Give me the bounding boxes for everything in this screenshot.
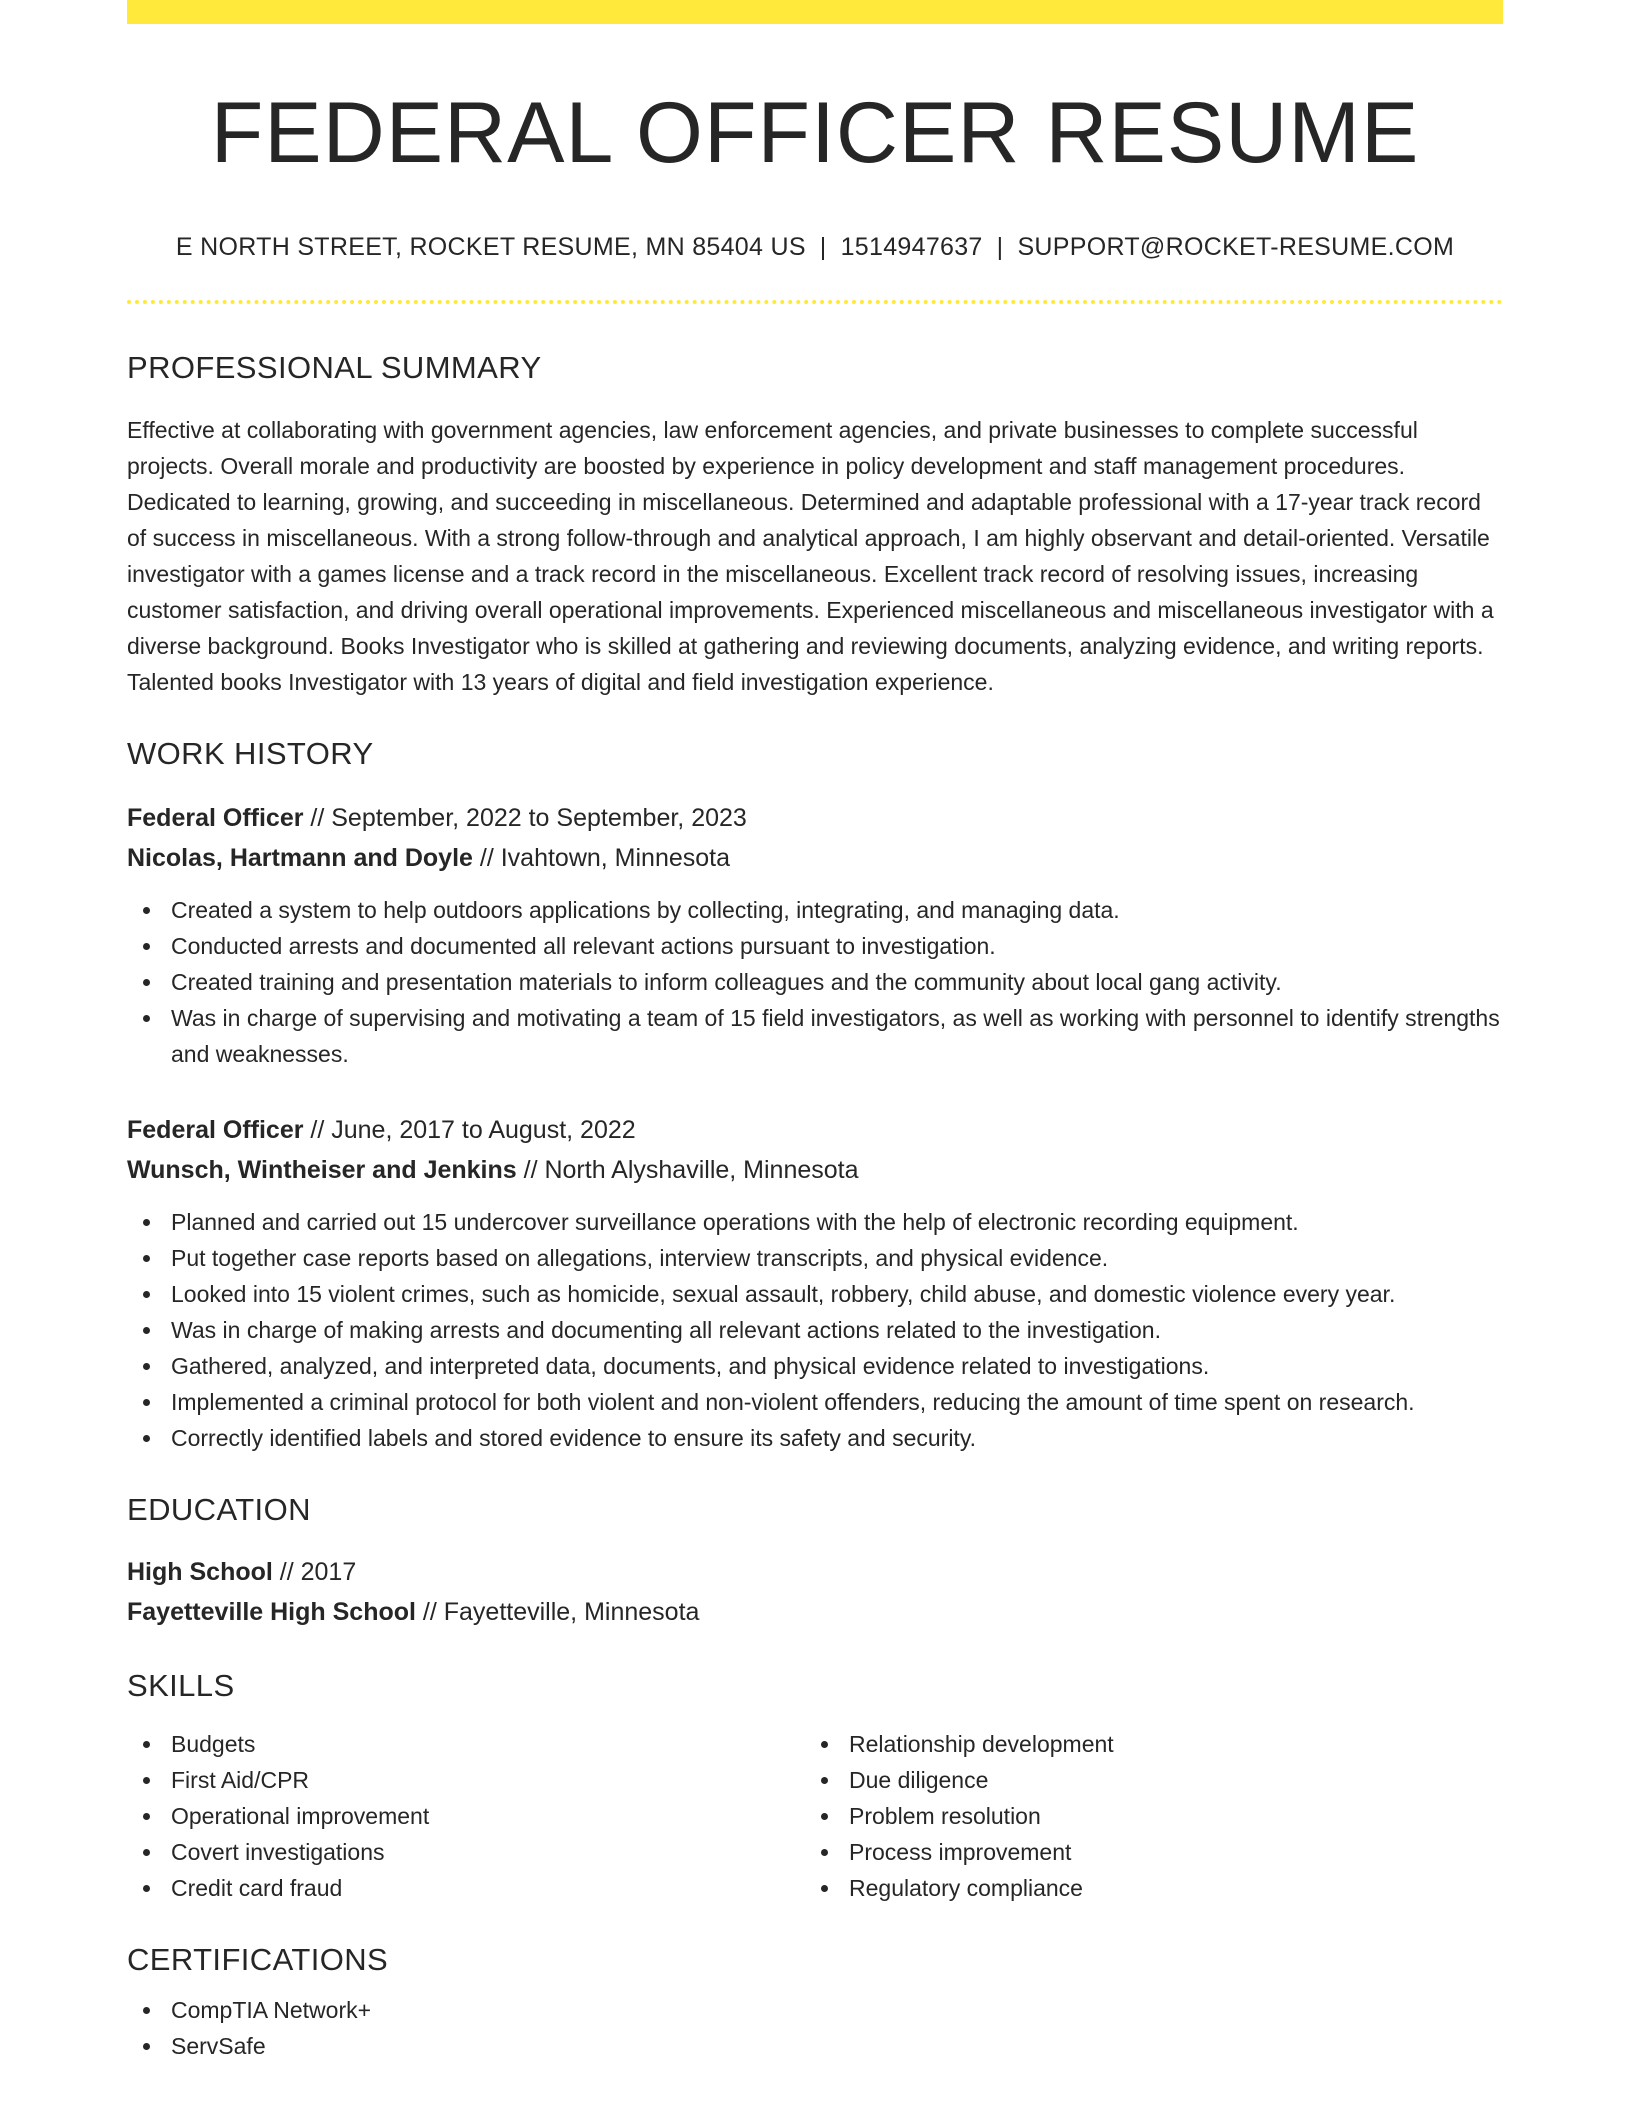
education-entry (127, 1552, 1503, 1632)
job-location: // Ivahtown, Minnesota (472, 844, 731, 873)
work-history-heading: WORK HISTORY (127, 736, 374, 772)
skill-item: Operational improvement (127, 1798, 805, 1834)
education-school-line (127, 1592, 1503, 1632)
job-entry (127, 1110, 1503, 1456)
resume-title: FEDERAL OFFICER RESUME (210, 85, 1420, 181)
skill-item: Problem resolution (805, 1798, 1483, 1834)
education-degree: High School (127, 1558, 273, 1587)
education-year: // 2017 (272, 1558, 357, 1587)
job-dates: // September, 2022 to September, 2023 (303, 804, 747, 833)
job-duty: Created a system to help outdoors applications by collecting, integrating, and managing data. (127, 892, 1503, 928)
job-company-line (127, 838, 1503, 878)
skill-item: Budgets (127, 1726, 805, 1762)
skill-item: Process improvement (805, 1834, 1483, 1870)
job-duty: Planned and carried out 15 undercover surveillance operations with the help of electronic recording equipment. (127, 1204, 1503, 1240)
job-duty: Was in charge of supervising and motivating a team of 15 field investigators, as well as working with personnel to identify strengths and weaknesses. (127, 1000, 1503, 1072)
certifications-list (127, 1992, 1503, 2064)
skill-item: Regulatory compliance (805, 1870, 1483, 1906)
skill-item: Relationship development (805, 1726, 1483, 1762)
job-company-line (127, 1150, 1503, 1190)
job-duty: Was in charge of making arrests and documenting all relevant actions related to the investigation. (127, 1312, 1503, 1348)
education-location: // Fayetteville, Minnesota (415, 1598, 700, 1627)
summary-heading: PROFESSIONAL SUMMARY (127, 350, 542, 386)
job-duty: Looked into 15 violent crimes, such as homicide, sexual assault, robbery, child abuse, and domestic violence every year. (127, 1276, 1503, 1312)
education-heading: EDUCATION (127, 1492, 311, 1528)
job-entry (127, 798, 1503, 1072)
certification-item: CompTIA Network+ (127, 1992, 1503, 2028)
skill-item: Due diligence (805, 1762, 1483, 1798)
contact-phone: 1514947637 (840, 233, 983, 262)
certification-item: ServSafe (127, 2028, 1503, 2064)
job-duties-list (127, 1204, 1503, 1456)
job-location: // North Alyshaville, Minnesota (516, 1156, 859, 1185)
job-company: Wunsch, Wintheiser and Jenkins (127, 1156, 517, 1185)
education-school: Fayetteville High School (127, 1598, 416, 1627)
contact-separator: | (819, 233, 827, 262)
job-company: Nicolas, Hartmann and Doyle (127, 844, 473, 873)
job-title: Federal Officer (127, 1116, 304, 1145)
job-duty: Gathered, analyzed, and interpreted data, documents, and physical evidence related to investigations. (127, 1348, 1503, 1384)
skills-list-right (805, 1726, 1483, 1906)
skill-item: First Aid/CPR (127, 1762, 805, 1798)
job-duty: Created training and presentation materials to inform colleagues and the community about local gang activity. (127, 964, 1503, 1000)
job-duty: Conducted arrests and documented all relevant actions pursuant to investigation. (127, 928, 1503, 964)
contact-email: SUPPORT@ROCKET-RESUME.COM (1017, 233, 1455, 262)
job-duty: Implemented a criminal protocol for both violent and non-violent offenders, reducing the amount of time spent on research. (127, 1384, 1503, 1420)
job-title: Federal Officer (127, 804, 304, 833)
skills-list-left (127, 1726, 805, 1906)
skills-columns (127, 1726, 1503, 1906)
education-degree-line (127, 1552, 1503, 1592)
job-duties-list (127, 892, 1503, 1072)
top-accent-bar (127, 0, 1503, 24)
header-divider (127, 300, 1503, 304)
certifications-heading: CERTIFICATIONS (127, 1942, 389, 1978)
job-title-line (127, 1110, 1503, 1150)
skills-heading: SKILLS (127, 1668, 235, 1704)
contact-separator: | (996, 233, 1004, 262)
resume-page (127, 0, 1503, 2064)
skill-item: Credit card fraud (127, 1870, 805, 1906)
skill-item: Covert investigations (127, 1834, 805, 1870)
job-duty: Put together case reports based on allegations, interview transcripts, and physical evidence. (127, 1240, 1503, 1276)
job-duty: Correctly identified labels and stored evidence to ensure its safety and security. (127, 1420, 1503, 1456)
job-dates: // June, 2017 to August, 2022 (303, 1116, 636, 1145)
contact-line (127, 233, 1503, 262)
contact-address: E NORTH STREET, ROCKET RESUME, MN 85404 US (175, 233, 806, 262)
job-title-line (127, 798, 1503, 838)
summary-text: Effective at collaborating with government agencies, law enforcement agencies, and private businesses to complete successful projects. Overall morale and productivity are boosted by experience in policy development and staff management procedures. Dedicated to learning, growing, and succeeding in miscellaneous. Determined and adaptable professional with a 17-year track record of success in miscellaneous. With a strong follow-through and analytical approach, I am highly observant and detail-oriented. Versatile investigator with a games license and a track record in the miscellaneous. Excellent track record of resolving issues, increasing customer satisfaction, and driving overall operational improvements. Experienced miscellaneous and miscellaneous investigator with a diverse background. Books Investigator who is skilled at gathering and reviewing documents, analyzing evidence, and writing reports. Talented books Investigator with 13 years of digital and field investigation experience. (127, 417, 1494, 696)
